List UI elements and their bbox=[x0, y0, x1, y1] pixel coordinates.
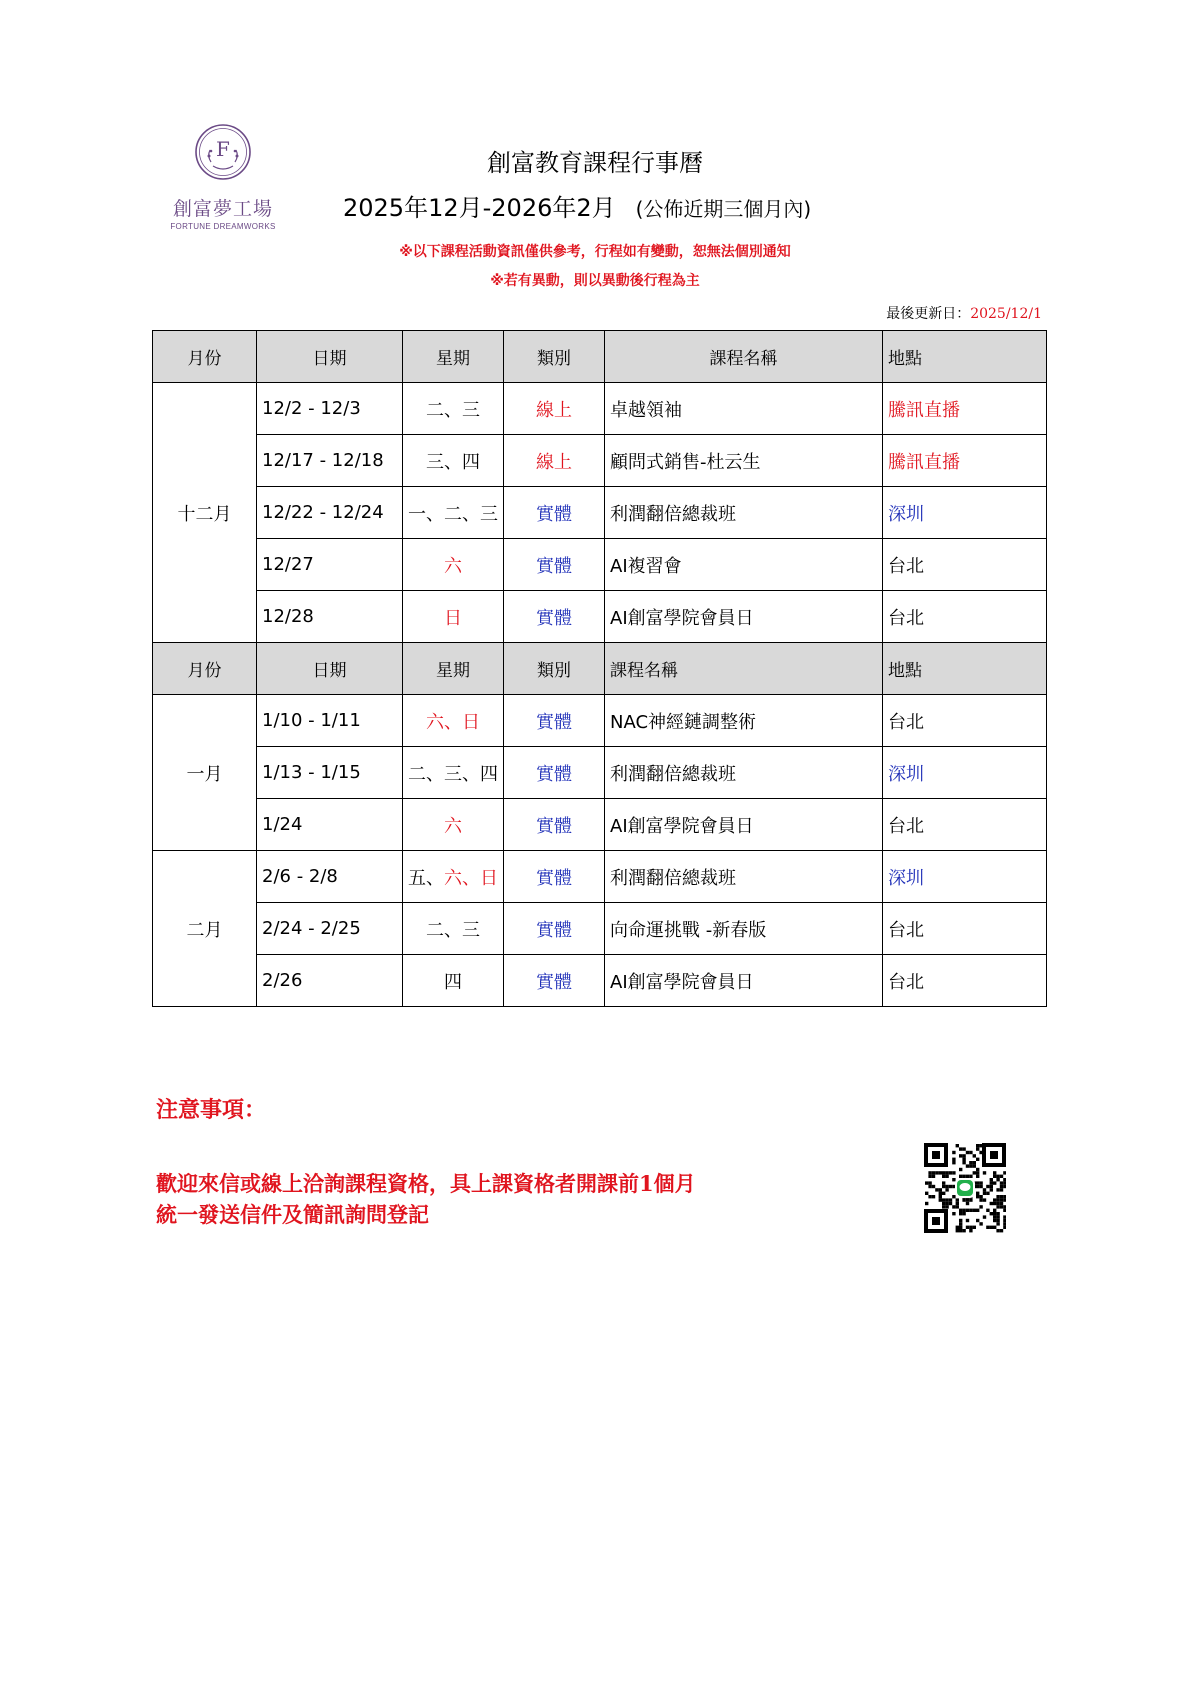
type-cell: 實體 bbox=[504, 799, 605, 851]
table-row bbox=[153, 851, 1047, 903]
notes-line-1: 歡迎來信或線上洽詢課程資格，具上課資格者開課前1個月 bbox=[156, 1171, 696, 1196]
date-cell: 2/26 bbox=[257, 955, 403, 1007]
table-row bbox=[153, 591, 1047, 643]
page-period bbox=[343, 188, 811, 223]
weekday-segment: 六 bbox=[444, 815, 462, 837]
table-row bbox=[153, 539, 1047, 591]
notice-line-2: ※若有異動，則以異動後行程為主 bbox=[490, 273, 700, 289]
course-name-cell: AI創富學院會員日 bbox=[605, 955, 883, 1007]
month-cell: 二月 bbox=[153, 851, 257, 1007]
weekday-segment: 一、二、三 bbox=[408, 503, 498, 525]
location-cell: 深圳 bbox=[883, 487, 1047, 539]
weekday-segment: 三、四 bbox=[426, 451, 480, 473]
weekday-cell bbox=[403, 799, 504, 851]
date-cell: 1/13 - 1/15 bbox=[257, 747, 403, 799]
weekday-cell bbox=[403, 747, 504, 799]
location-cell: 騰訊直播 bbox=[883, 435, 1047, 487]
location-cell: 深圳 bbox=[883, 851, 1047, 903]
weekday-cell bbox=[403, 955, 504, 1007]
date-cell: 1/10 - 1/11 bbox=[257, 695, 403, 747]
weekday-cell bbox=[403, 903, 504, 955]
header-type: 類別 bbox=[504, 643, 605, 695]
type-cell: 實體 bbox=[504, 591, 605, 643]
weekday-cell bbox=[403, 383, 504, 435]
type-cell: 實體 bbox=[504, 903, 605, 955]
header-type: 類別 bbox=[504, 331, 605, 383]
header-course: 課程名稱 bbox=[605, 643, 883, 695]
table-row bbox=[153, 487, 1047, 539]
calendar-body bbox=[153, 331, 1047, 1007]
table-header-row bbox=[153, 331, 1047, 383]
type-cell: 線上 bbox=[504, 435, 605, 487]
course-name-cell: NAC神經鏈調整術 bbox=[605, 695, 883, 747]
weekday-cell bbox=[403, 851, 504, 903]
course-name-cell: 利潤翻倍總裁班 bbox=[605, 851, 883, 903]
date-cell: 2/24 - 2/25 bbox=[257, 903, 403, 955]
weekday-segment: 六 bbox=[444, 555, 462, 577]
location-cell: 深圳 bbox=[883, 747, 1047, 799]
period-text: 2025年12月-2026年2月 bbox=[343, 194, 616, 222]
header-month: 月份 bbox=[153, 643, 257, 695]
weekday-segment: 二、三、四 bbox=[408, 763, 498, 785]
location-cell: 騰訊直播 bbox=[883, 383, 1047, 435]
table-row bbox=[153, 383, 1047, 435]
header-course: 課程名稱 bbox=[605, 331, 883, 383]
location-cell: 台北 bbox=[883, 539, 1047, 591]
weekday-segment: 二、三 bbox=[426, 919, 480, 941]
date-cell: 12/28 bbox=[257, 591, 403, 643]
notes-line-2: 統一發送信件及簡訊詢問登記 bbox=[156, 1202, 429, 1227]
logo-name-en: FORTUNE DREAMWORKS bbox=[170, 222, 276, 231]
header-weekday: 星期 bbox=[403, 643, 504, 695]
location-cell: 台北 bbox=[883, 799, 1047, 851]
location-cell: 台北 bbox=[883, 695, 1047, 747]
page-title: 創富教育課程行事曆 bbox=[487, 149, 703, 177]
date-cell: 2/6 - 2/8 bbox=[257, 851, 403, 903]
type-cell: 實體 bbox=[504, 695, 605, 747]
header-location: 地點 bbox=[883, 643, 1047, 695]
weekday-segment: 六、日 bbox=[426, 711, 480, 733]
course-name-cell: AI創富學院會員日 bbox=[605, 799, 883, 851]
type-cell: 實體 bbox=[504, 747, 605, 799]
weekday-cell bbox=[403, 435, 504, 487]
table-row bbox=[153, 955, 1047, 1007]
course-name-cell: 向命運挑戰 -新春版 bbox=[605, 903, 883, 955]
last-updated-date: 2025/12/1 bbox=[970, 306, 1042, 322]
header-date: 日期 bbox=[257, 643, 403, 695]
course-name-cell: 利潤翻倍總裁班 bbox=[605, 487, 883, 539]
course-name-cell: AI創富學院會員日 bbox=[605, 591, 883, 643]
date-cell: 12/22 - 12/24 bbox=[257, 487, 403, 539]
location-cell: 台北 bbox=[883, 591, 1047, 643]
type-cell: 實體 bbox=[504, 955, 605, 1007]
weekday-segment: 二、三 bbox=[426, 399, 480, 421]
weekday-cell bbox=[403, 539, 504, 591]
weekday-cell bbox=[403, 591, 504, 643]
month-cell: 十二月 bbox=[153, 383, 257, 643]
table-row bbox=[153, 747, 1047, 799]
type-cell: 實體 bbox=[504, 851, 605, 903]
header-location: 地點 bbox=[883, 331, 1047, 383]
header-month: 月份 bbox=[153, 331, 257, 383]
type-cell: 實體 bbox=[504, 539, 605, 591]
location-cell: 台北 bbox=[883, 955, 1047, 1007]
period-subtitle: (公佈近期三個月內) bbox=[635, 197, 812, 221]
date-cell: 12/27 bbox=[257, 539, 403, 591]
notice-line-1: ※以下課程活動資訊僅供參考，行程如有變動，恕無法個別通知 bbox=[399, 244, 791, 260]
course-name-cell: 顧問式銷售-杜云生 bbox=[605, 435, 883, 487]
course-calendar-table bbox=[152, 330, 1047, 1007]
table-header-row bbox=[153, 643, 1047, 695]
line-qr-code-icon[interactable] bbox=[924, 1143, 1006, 1233]
course-name-cell: 利潤翻倍總裁班 bbox=[605, 747, 883, 799]
table-row bbox=[153, 435, 1047, 487]
weekday-cell bbox=[403, 695, 504, 747]
date-cell: 1/24 bbox=[257, 799, 403, 851]
type-cell: 線上 bbox=[504, 383, 605, 435]
month-cell: 一月 bbox=[153, 695, 257, 851]
table-row bbox=[153, 695, 1047, 747]
table-row bbox=[153, 799, 1047, 851]
weekday-segment: 日 bbox=[444, 607, 462, 629]
last-updated-label: 最後更新日： bbox=[886, 306, 971, 322]
location-cell: 台北 bbox=[883, 903, 1047, 955]
course-name-cell: 卓越領袖 bbox=[605, 383, 883, 435]
logo-name-cn: 創富夢工場 bbox=[172, 198, 273, 220]
header-weekday: 星期 bbox=[403, 331, 504, 383]
date-cell: 12/2 - 12/3 bbox=[257, 383, 403, 435]
svg-text:F: F bbox=[216, 137, 230, 161]
last-updated bbox=[886, 303, 1042, 323]
weekday-segment: 六、日 bbox=[444, 867, 498, 889]
course-name-cell: AI複習會 bbox=[605, 539, 883, 591]
weekday-segment: 五、 bbox=[408, 867, 444, 889]
weekday-cell bbox=[403, 487, 504, 539]
table-row bbox=[153, 903, 1047, 955]
notes-title: 注意事項： bbox=[156, 1097, 267, 1123]
date-cell: 12/17 - 12/18 bbox=[257, 435, 403, 487]
weekday-segment: 四 bbox=[444, 971, 462, 993]
notes-body bbox=[156, 1168, 696, 1230]
header-date: 日期 bbox=[257, 331, 403, 383]
type-cell: 實體 bbox=[504, 487, 605, 539]
